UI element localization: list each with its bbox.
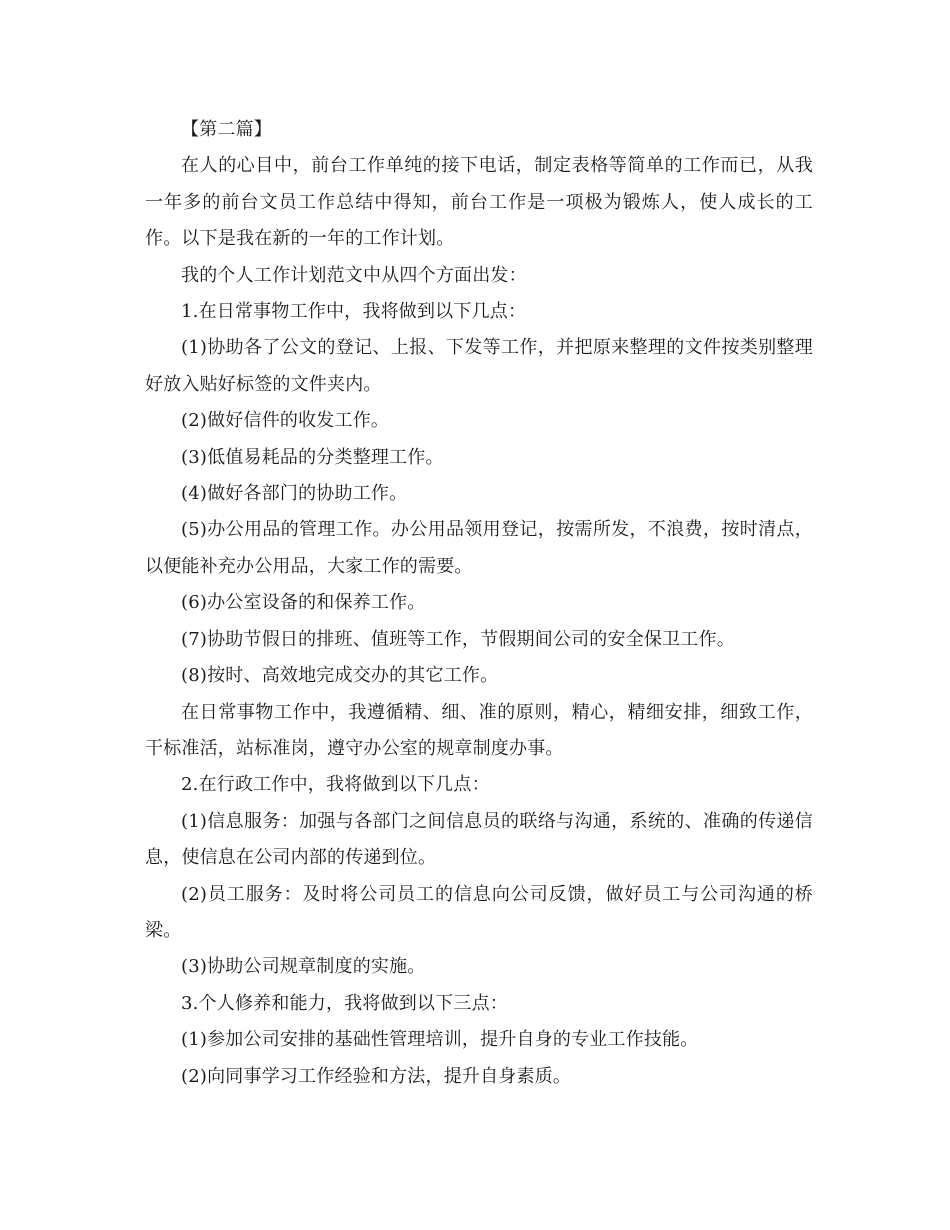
- list-item: (3)低值易耗品的分类整理工作。: [181, 446, 444, 468]
- paragraph: 我的个人工作计划范文中从四个方面出发：: [181, 264, 527, 286]
- list-item: (2)做好信件的收发工作。: [181, 410, 390, 432]
- list-heading: 3.个人修养和能力，我将做到以下三点：: [181, 992, 508, 1014]
- section-heading: 【第二篇】: [181, 119, 272, 140]
- list-item: (6)办公室设备的和保养工作。: [181, 592, 426, 614]
- paragraph: 在日常事物工作中，我遵循精、细、准的原则，精心，精细安排，细致工作，干标准活，站标准岗，遵守办公室的规章制度办事。: [145, 701, 813, 759]
- document-body: [145, 112, 813, 1095]
- list-item: (5)办公用品的管理工作。办公用品领用登记，按需所发，不浪费，按时清点，以便能补充办公用品，大家工作的需要。: [145, 519, 813, 577]
- list-item: (7)协助节假日的排班、值班等工作，节假期间公司的安全保卫工作。: [181, 628, 735, 650]
- list-item: (2)员工服务：及时将公司员工的信息向公司反馈，做好员工与公司沟通的桥梁。: [145, 883, 813, 941]
- list-item: (2)向同事学习工作经验和方法，提升自身素质。: [181, 1065, 572, 1087]
- list-heading: 1.在日常事物工作中，我将做到以下几点：: [181, 301, 527, 323]
- paragraph: 在人的心目中，前台工作单纯的接下电话，制定表格等简单的工作而已，从我一年多的前台文员工作总结中得知，前台工作是一项极为锻炼人，使人成长的工作。以下是我在新的一年的工作计划。: [145, 155, 813, 250]
- list-item: (8)按时、高效地完成交办的其它工作。: [181, 665, 499, 687]
- list-heading: 2.在行政工作中，我将做到以下几点：: [181, 774, 490, 796]
- list-item: (1)参加公司安排的基础性管理培训，提升自身的专业工作技能。: [181, 1029, 699, 1051]
- list-item: (1)信息服务：加强与各部门之间信息员的联络与沟通，系统的、准确的传递信息，使信息在公司内部的传递到位。: [145, 810, 813, 869]
- list-item: (4)做好各部门的协助工作。: [181, 483, 408, 505]
- list-item: (3)协助公司规章制度的实施。: [181, 956, 426, 978]
- list-item: (1)协助各了公文的登记、上报、下发等工作，并把原来整理的文件按类别整理好放入贴好标签的文件夹内。: [145, 337, 813, 395]
